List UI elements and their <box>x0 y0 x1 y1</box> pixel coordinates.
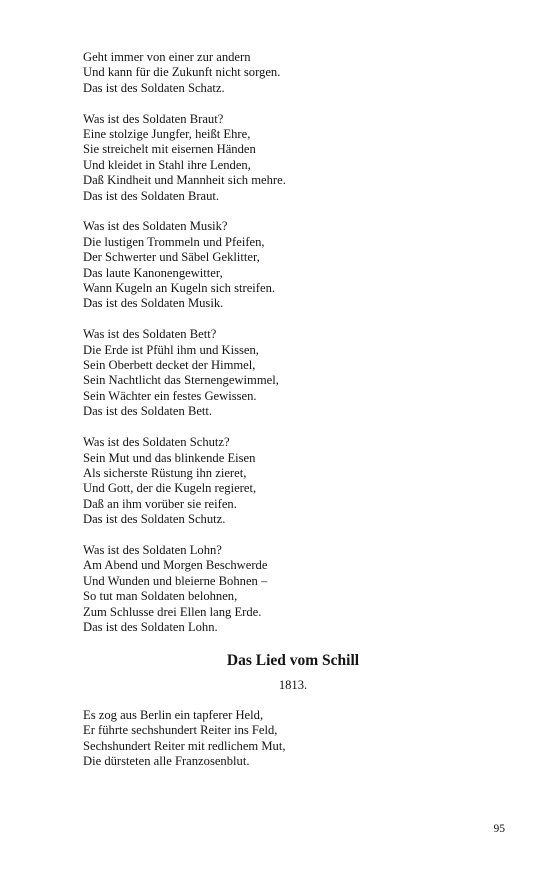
verse-line: Was ist des Soldaten Bett? <box>83 327 217 342</box>
verse-line: Das ist des Soldaten Lohn. <box>83 619 218 634</box>
verse-line: Die dürsteten alle Franzosenblut. <box>83 754 250 769</box>
page-number: 95 <box>493 823 505 835</box>
verse-line: Wann Kugeln an Kugeln sich streifen. <box>83 281 276 296</box>
verse-line: Geht immer von einer zur andern <box>83 50 251 64</box>
verse-line: So tut man Soldaten belohnen, <box>83 589 238 604</box>
verse-line: Die Erde ist Pfühl ihm und Kissen, <box>83 342 259 357</box>
stanza <box>83 543 503 635</box>
stanza <box>83 112 503 204</box>
verse-line: Das ist des Soldaten Bett. <box>83 404 213 419</box>
poem-continuation <box>83 50 503 635</box>
verse-line: Und Gott, der die Kugeln regieret, <box>83 481 257 496</box>
verse-line: Und kann für die Zukunft nicht sorgen. <box>83 65 281 80</box>
stanza <box>83 219 503 311</box>
verse-line: Was ist des Soldaten Schutz? <box>83 435 230 450</box>
verse-line: Das ist des Soldaten Braut. <box>83 188 220 203</box>
verse-line: Sein Nachtlicht das Sternengewimmel, <box>83 373 279 388</box>
verse-line: Als sicherste Rüstung ihn zieret, <box>83 465 247 480</box>
stanza <box>83 435 503 527</box>
verse-line: Daß an ihm vorüber sie reifen. <box>83 496 237 511</box>
verse-line: Was ist des Soldaten Braut? <box>83 111 224 126</box>
verse-line: Was ist des Soldaten Musik? <box>83 219 228 234</box>
verse-line: Die lustigen Trommeln und Pfeifen, <box>83 234 265 249</box>
verse-line: Sein Mut und das blinkende Eisen <box>83 450 256 465</box>
stanza <box>83 327 503 419</box>
verse-line: Das ist des Soldaten Schutz. <box>83 512 226 527</box>
verse-line: Eine stolzige Jungfer, heißt Ehre, <box>83 127 251 142</box>
poem-opening-stanza <box>83 708 503 770</box>
verse-line: Es zog aus Berlin ein tapferer Held, <box>83 708 264 722</box>
poem-title: Das Lied vom Schill <box>226 652 360 669</box>
verse-line: Sein Oberbett decket der Himmel, <box>83 358 256 373</box>
verse-line: Das laute Kanonengewitter, <box>83 265 223 280</box>
verse-line: Zum Schlusse drei Ellen lang Erde. <box>83 604 262 619</box>
verse-line: Was ist des Soldaten Lohn? <box>83 542 222 557</box>
verse-line: Am Abend und Morgen Beschwerde <box>83 558 268 573</box>
verse-line: Und Wunden und bleierne Bohnen – <box>83 573 268 588</box>
verse-line: Er führte sechshundert Reiter ins Feld, <box>83 723 278 738</box>
stanza <box>83 50 503 96</box>
poem-year: 1813. <box>278 678 308 692</box>
verse-line: Das ist des Soldaten Musik. <box>83 296 224 311</box>
stanza <box>83 708 503 770</box>
verse-line: Der Schwerter und Säbel Geklitter, <box>83 250 260 265</box>
verse-line: Sein Wächter ein festes Gewissen. <box>83 388 257 403</box>
verse-line: Und kleidet in Stahl ihre Lenden, <box>83 157 251 172</box>
verse-line: Sechshundert Reiter mit redlichem Mut, <box>83 738 286 753</box>
verse-line: Sie streichelt mit eisernen Händen <box>83 142 256 157</box>
verse-line: Das ist des Soldaten Schatz. <box>83 80 225 95</box>
verse-line: Daß Kindheit und Mannheit sich mehre. <box>83 173 286 188</box>
